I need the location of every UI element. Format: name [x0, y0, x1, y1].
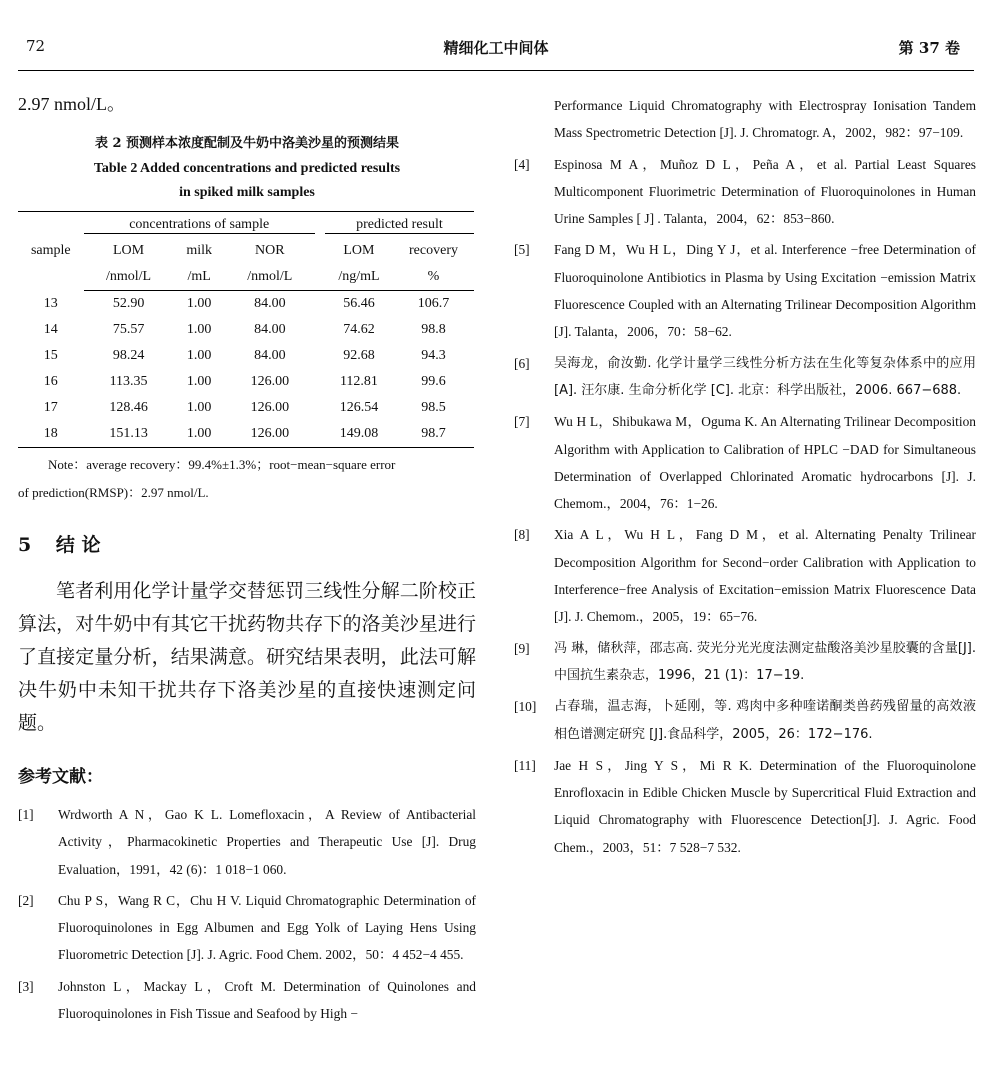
- col-unit: %: [393, 264, 474, 291]
- reference-text: 吴海龙，俞汝勤. 化学计量学三线性分析方法在生化等复杂体系中的应用 [A]. 汪尔康. 生命分析化学 [C]. 北京：科学出版社，2006. 667−688.: [554, 355, 976, 398]
- table-cell: 84.00: [254, 322, 286, 337]
- col-header: NOR: [255, 243, 285, 258]
- reference-item: [18, 887, 476, 969]
- table-cell: 52.90: [112, 296, 145, 311]
- reference-text: Chu P S，Wang R C，Chu H V. Liquid Chromatographic Determination of Fluoroquinolones in Egg Albumen and Egg Yolk of Laying Hens Using Fluorometric Detection [J]. J. Agric. Food Chem. 2002，50：4 452−4 455.: [58, 892, 476, 963]
- table-caption-en-1: Table 2 Added concentrations and predicted results: [93, 161, 401, 176]
- reference-item: [514, 236, 976, 345]
- table-cell: 98.7: [393, 421, 474, 448]
- col-header: LOM: [113, 243, 145, 258]
- references-right: [514, 151, 976, 861]
- table-cell: 106.7: [417, 296, 450, 311]
- reference-text: Jae H S，Jing Y S，Mi R K. Determination of the Fluoroquinolone Enrofloxacin in Edible Chicken Muscle by Supercritical Fluid Extraction and Liquid Chromatography with Fluorescence Detection[J]. J. Agric. Food Chem.，2003，51：7 528−7 532.: [554, 757, 976, 855]
- table-cell: 99.6: [421, 374, 446, 389]
- group-header-predicted: predicted result: [325, 212, 474, 239]
- table-row: [18, 291, 474, 318]
- reference-number: [9]: [514, 640, 530, 656]
- table-row: [18, 395, 474, 421]
- section-heading: [18, 530, 476, 557]
- section-number: 5: [18, 534, 32, 556]
- table-cell: 74.62: [343, 322, 375, 337]
- table-note-cont: of prediction(RMSP)：2.97 nmol/L.: [18, 485, 209, 500]
- reference-number: [4]: [514, 156, 530, 172]
- col-unit: /nmol/L: [84, 264, 174, 291]
- page-number: 72: [26, 37, 46, 55]
- table-cell: 15: [43, 348, 58, 363]
- page-header: [18, 32, 974, 71]
- reference-number: [11]: [514, 757, 536, 773]
- reference-item: [514, 635, 976, 690]
- reference-text: 占春瑞，温志海，卜延刚，等. 鸡肉中多种喹诺酮类兽药残留量的高效液相色谱测定研究 [J].食品科学，2005，26：172−176.: [554, 699, 976, 742]
- col-unit: /nmol/L: [225, 264, 315, 291]
- reference-number: [6]: [514, 355, 530, 371]
- reference-number: [7]: [514, 414, 530, 430]
- table-cell: 98.8: [421, 322, 446, 337]
- table-cell: 92.68: [343, 348, 375, 363]
- table-cell: 13: [43, 295, 58, 311]
- table-cell: 149.08: [325, 421, 393, 448]
- table-cell: 98.24: [112, 348, 145, 363]
- reference-item: [514, 521, 976, 630]
- table-cell: 1.00: [186, 374, 212, 389]
- table-note: Note：average recovery：99.4%±1.3%；root−mean−square error: [48, 457, 396, 472]
- table-row: [18, 421, 474, 448]
- table-cell: 113.35: [109, 374, 148, 389]
- results-table: [18, 211, 474, 448]
- group-header-concentrations: concentrations of sample: [84, 212, 315, 239]
- col-unit: /ng/mL: [325, 264, 393, 291]
- right-column: [514, 92, 976, 865]
- table-cell: 56.46: [343, 296, 375, 311]
- reference-item: [514, 408, 976, 517]
- reference-number: [3]: [18, 978, 34, 994]
- table-cell: 151.13: [84, 421, 174, 448]
- reference-text: Xia A L，Wu H L，Fang D M，et al. Alternating Penalty Trilinear Decomposition Algorithm for Second−order Calibration with Application to Interference−free Analysis of Excitation−emission Matrix Fluorescence Data [J]. J. Chemom.，2005，19：65−76.: [554, 527, 976, 625]
- table-cell: 75.57: [112, 322, 145, 337]
- journal-title: 精细化工中间体: [443, 39, 549, 57]
- volume-label: 第 37 卷: [898, 39, 960, 57]
- reference-text: Wrdworth A N，Gao K L. Lomefloxacin，A Review of Antibacterial Activity，Pharmacokinetic Properties and Therapeutic Use [J]. Drug Evaluation，1991，42 (6)：1 018−1 060.: [58, 807, 476, 877]
- table-cell: 126.00: [250, 400, 290, 415]
- reference-number: [10]: [514, 699, 537, 715]
- table-cell: 1.00: [186, 296, 212, 311]
- table-cell: 16: [43, 374, 58, 389]
- table-cell: 18: [18, 421, 84, 448]
- table-cell: 126.00: [225, 421, 315, 448]
- table-cell: 17: [43, 400, 58, 415]
- reference-continuation: [514, 92, 976, 147]
- col-unit: /mL: [174, 264, 225, 291]
- reference-number: [2]: [18, 892, 34, 908]
- reference-number: [1]: [18, 807, 34, 822]
- table-cell: 94.3: [421, 348, 446, 363]
- table-cell: 126.00: [250, 374, 290, 389]
- table-cell: 112.81: [339, 374, 378, 389]
- reference-text: Espinosa M A，Muñoz D L，Peña A，et al. Partial Least Squares Multicomponent Fluorimetric Determination of Fluoroquinolones in Human Urine Samples [ J] . Talanta，2004，62：853−860.: [554, 156, 976, 227]
- reference-item: [514, 151, 976, 233]
- table-cell: 84.00: [254, 348, 286, 363]
- reference-item: [514, 752, 976, 861]
- table-cell: 1.00: [186, 348, 212, 363]
- table-cell: 1.00: [174, 421, 225, 448]
- lead-text: 2.97 nmol/L。: [18, 94, 125, 114]
- table-caption-en-2: in spiked milk samples: [179, 185, 315, 200]
- reference-text: 冯 琳，储秋萍，邵志高. 荧光分光光度法测定盐酸洛美沙星胶囊的含量[J].中国抗生素杂志，1996，21 (1)：17−19.: [554, 640, 976, 683]
- table-row: [18, 343, 474, 369]
- reference-text: Performance Liquid Chromatography with Electrospray Ionisation Tandem Mass Spectrometric Detection [J]. J. Chromatogr. A，2002，982：97−109.: [554, 98, 976, 141]
- reference-item: [514, 693, 976, 748]
- table-cell: 126.54: [339, 400, 379, 415]
- col-header: LOM: [343, 243, 375, 258]
- reference-text: Fang D M，Wu H L，Ding Y J，et al. Interference −free Determination of Fluoroquinolone Antibiotics in Plasma by Using Excitation −emission Matrix Fluorescence Coupled with an Alternating Trilinear Decomposition Algorithm [J]. Talanta，2006，70：58−62.: [554, 242, 976, 340]
- reference-item: [514, 350, 976, 405]
- reference-text: Wu H L，Shibukawa M，Oguma K. An Alternating Trilinear Decomposition Algorithm with Application to Calibration of HPLC −DAD for Simultaneous Determination of Overlapped Chlorinated Aromatic hydrocarbons [J]. J. Chemom.，2004，76：1−26.: [554, 414, 976, 512]
- col-header: recovery: [409, 243, 458, 258]
- left-column: [18, 90, 476, 1031]
- references-left: [18, 801, 476, 1027]
- reference-item: [18, 973, 476, 1028]
- table-cell: 98.5: [421, 400, 446, 415]
- table-row: [18, 369, 474, 395]
- table-cell: 14: [43, 322, 58, 337]
- table-row: [18, 317, 474, 343]
- table-cell: 128.46: [109, 400, 148, 415]
- reference-number: [5]: [514, 242, 530, 258]
- table-caption-zh: 表 2 预测样本浓度配制及牛奶中洛美沙星的预测结果: [94, 136, 400, 151]
- conclusion-paragraph: 笔者利用化学计量学交替惩罚三线性分解二阶校正算法，对牛奶中有其它干扰药物共存下的洛美沙星进行了直接定量分析，结果满意。研究结果表明，此法可解决牛奶中未知干扰共存下洛美沙星的直接快速测定问题。: [18, 580, 476, 734]
- sample-header: sample: [18, 212, 84, 291]
- table-cell: 1.00: [186, 400, 212, 415]
- section-title: 结 论: [55, 534, 101, 556]
- references-heading: 参考文献：: [18, 767, 103, 787]
- reference-number: [8]: [514, 527, 530, 543]
- reference-item: [18, 801, 476, 883]
- col-header: milk: [186, 243, 213, 258]
- table-cell: 84.00: [254, 296, 286, 311]
- reference-text: Johnston L，Mackay L，Croft M. Determination of Quinolones and Fluoroquinolones in Fish Tissue and Seafood by High −: [58, 978, 476, 1022]
- table-cell: 1.00: [186, 322, 212, 337]
